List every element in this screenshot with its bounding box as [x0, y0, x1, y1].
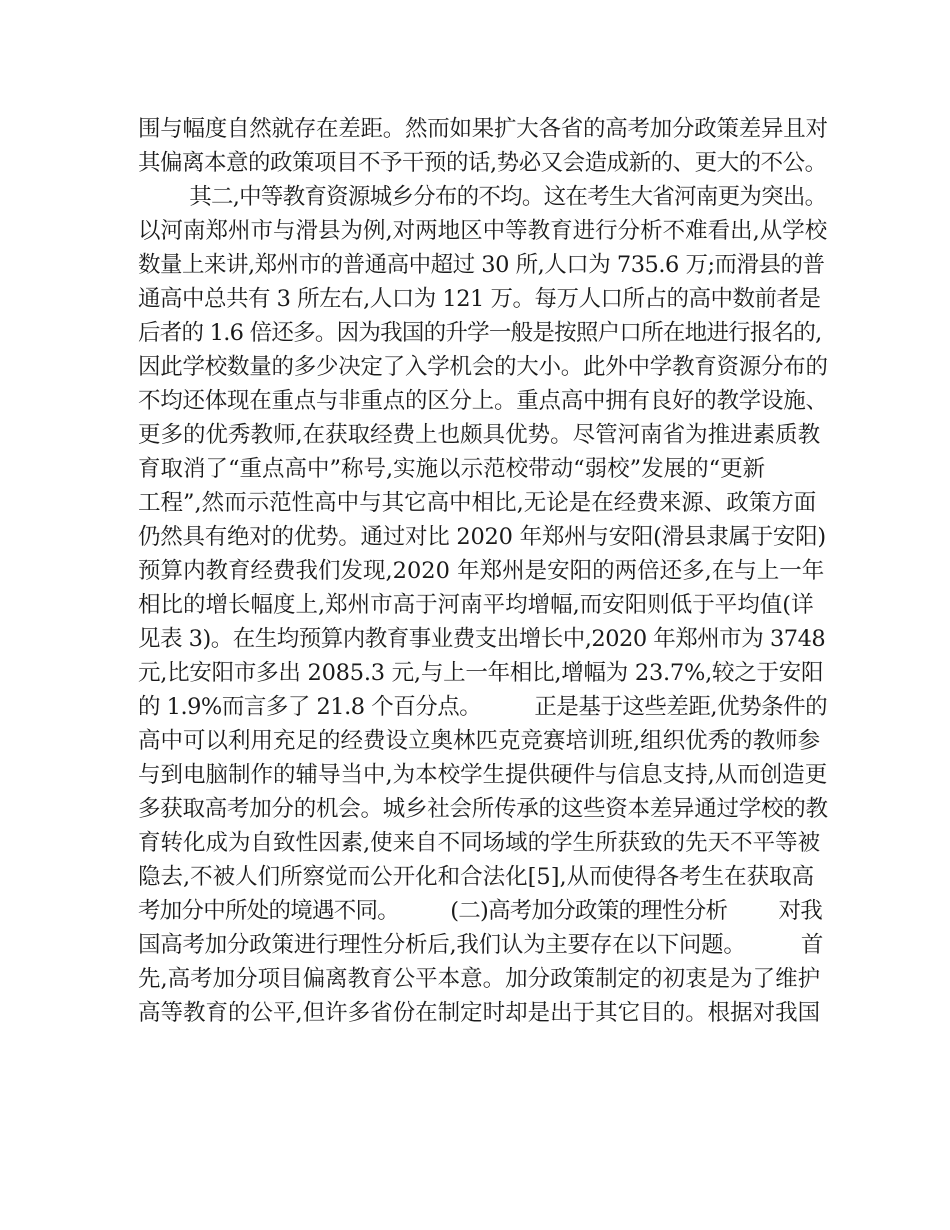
text-line: 仍然具有绝对的优势。通过对比 2020 年郑州与安阳(滑县隶属于安阳): [138, 524, 826, 550]
text-line: 围与幅度自然就存在差距。然而如果扩大各省的高考加分政策差异且对: [138, 116, 828, 142]
text-line: 的 1.9%而言多了 21.8 个百分点。 正是基于这些差距,优势条件的: [138, 694, 828, 720]
text-line: 数量上来讲,郑州市的普通高中超过 30 所,人口为 735.6 万;而滑县的普: [138, 252, 825, 278]
text-line: 不均还体现在重点与非重点的区分上。重点高中拥有良好的教学设施、: [138, 388, 828, 414]
text-line: 育转化成为自致性因素,使来自不同场域的学生所获致的先天不平等被: [138, 830, 821, 856]
text-line: 见表 3)。在生均预算内教育事业费支出增长中,2020 年郑州市为 3748: [138, 626, 826, 652]
text-line: 相比的增长幅度上,郑州市高于河南平均增幅,而安阳则低于平均值(详: [138, 592, 814, 618]
text-line: 元,比安阳市多出 2085.3 元,与上一年相比,增幅为 23.7%,较之于安阳: [138, 660, 824, 686]
body-text: [138, 112, 828, 1030]
text-line: 先,高考加分项目偏离教育公平本意。加分政策制定的初衷是为了维护: [138, 966, 821, 992]
text-line: 其偏离本意的政策项目不予干预的话,势必又会造成新的、更大的不公。: [138, 150, 827, 176]
text-line: 考加分中所处的境遇不同。 (二)高考加分政策的理性分析 对我: [138, 898, 822, 924]
text-line: 高等教育的公平,但许多省份在制定时却是出于其它目的。根据对我国: [138, 1000, 821, 1026]
text-line: 后者的 1.6 倍还多。因为我国的升学一般是按照户口所在地进行报名的,: [138, 320, 822, 346]
text-line: 更多的优秀教师,在获取经费上也颇具优势。尽管河南省为推进素质教: [138, 422, 821, 448]
text-line: 预算内教育经费我们发现,2020 年郑州是安阳的两倍还多,在与上一年: [138, 558, 825, 584]
text-line: 工程”,然而示范性高中与其它高中相比,无论是在经费来源、政策方面: [138, 490, 817, 516]
text-line: 隐去,不被人们所察觉而公开化和合法化[5],从而使得各考生在获取高: [138, 864, 815, 890]
text-line: 国高考加分政策进行理性分析后,我们认为主要存在以下问题。 首: [138, 932, 824, 958]
text-line: 通高中总共有 3 所左右,人口为 121 万。每万人口所占的高中数前者是: [138, 286, 821, 312]
text-line: 以河南郑州市与滑县为例,对两地区中等教育进行分析不难看出,从学校: [138, 218, 828, 244]
text-line: 其二,中等教育资源城乡分布的不均。这在考生大省河南更为突出。: [138, 184, 827, 210]
text-line: 育取消了“重点高中”称号,实施以示范校带动“弱校”发展的“更新: [138, 456, 766, 482]
text-line: 多获取高考加分的机会。城乡社会所传承的这些资本差异通过学校的教: [138, 796, 828, 822]
text-line: 与到电脑制作的辅导当中,为本校学生提供硬件与信息支持,从而创造更: [138, 762, 828, 788]
text-line: 因此学校数量的多少决定了入学机会的大小。此外中学教育资源分布的: [138, 354, 828, 380]
text-line: 高中可以利用充足的经费设立奥林匹克竞赛培训班,组织优秀的教师参: [138, 728, 821, 754]
